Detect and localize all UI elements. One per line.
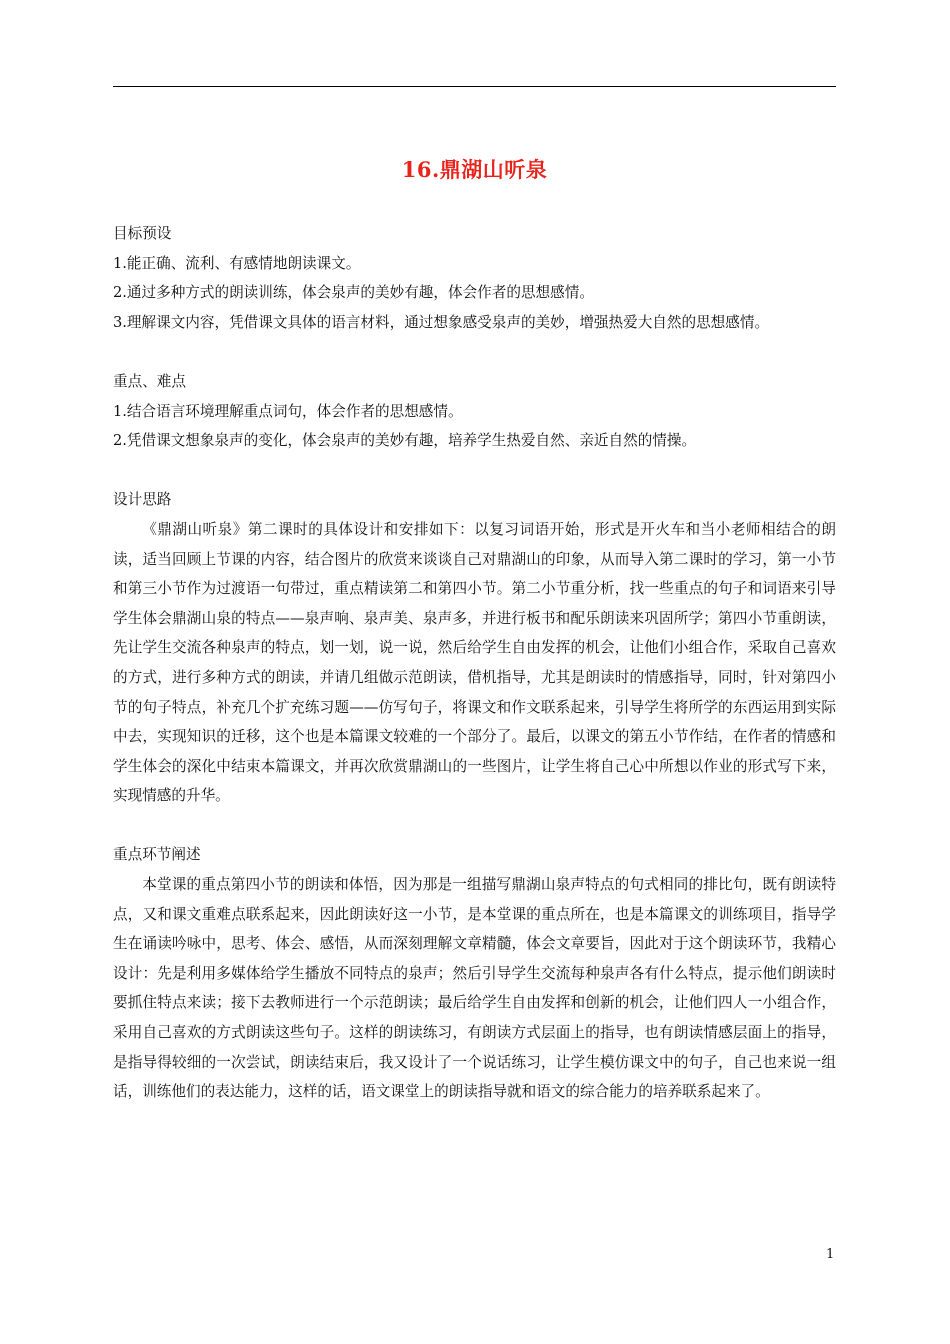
goals-heading: 目标预设	[113, 225, 172, 242]
goals-section	[113, 219, 836, 337]
key-points-heading: 重点、难点	[113, 372, 186, 390]
page-number: 1	[826, 1247, 835, 1262]
key-section-section	[113, 840, 836, 1106]
design-heading: 设计思路	[113, 491, 172, 509]
design-paragraph: 《鼎湖山听泉》第二课时的具体设计和安排如下：以复习词语开始，形式是开火车和当小老师相结合的朗读，适当回顾上节课的内容，结合图片的欣赏来谈谈自己对鼎湖山的印象，从而导入第二课时的学习，第一小节和第三小节作为过渡语一句带过，重点精读第二和第四小节。第二小节重分析，找一些重点的句子和词语来引导学生体会鼎湖山泉的特点——泉声响、泉声美、泉声多，并进行板书和配乐朗读来巩固所学；第四小节重朗读，先让学生交流各种泉声的特点，划一划，说一说，然后给学生自由发挥的机会，让他们小组合作，采取自己喜欢的方式，进行多种方式的朗读，并请几组做示范朗读，借机指导，尤其是朗读时的情感指导，同时，针对第四小节的句子特点，补充几个扩充练习题——仿写句子，将课文和作文联系起来，引导学生将所学的东西运用到实际中去，实现知识的迁移，这个也是本篇课文较难的一个部分了。最后，以课文的第五小节作结，在作者的情感和学生体会的深化中结束本篇课文，并再次欣赏鼎湖山的一些图片，让学生将自己心中所想以作业的形式写下来，实现情感的升华。	[113, 520, 836, 805]
design-section	[113, 485, 836, 811]
key-points-section	[113, 367, 836, 456]
header-rule	[113, 86, 836, 87]
key-point-item: 1.结合语言环境理解重点词句，体会作者的思想感情。	[113, 402, 463, 420]
document-title: 16.鼎湖山听泉	[401, 157, 548, 182]
key-section-paragraph: 本堂课的重点第四小节的朗读和体悟，因为那是一组描写鼎湖山泉声特点的句式相同的排比句，既有朗读特点，又和课文重难点联系起来，因此朗读好这一小节，是本堂课的重点所在，也是本篇课文的训练项目，指导学生在诵读吟咏中，思考、体会、感悟，从而深刻理解文章精髓，体会文章要旨，因此对于这个朗读环节，我精心设计：先是利用多媒体给学生播放不同特点的泉声；然后引导学生交流每种泉声各有什么特点，提示他们朗读时要抓住特点来读；接下去教师进行一个示范朗读；最后给学生自由发挥和创新的机会，让他们四人一小组合作，采用自己喜欢的方式朗读这些句子。这样的朗读练习，有朗读方式层面上的指导，也有朗读情感层面上的指导，是指导得较细的一次尝试，朗读结束后，我又设计了一个说话练习，让学生模仿课文中的句子，自己也来说一组话，训练他们的表达能力，这样的话，语文课堂上的朗读指导就和语文的综合能力的培养联系起来了。	[113, 876, 836, 1101]
goal-item: 3.理解课文内容，凭借课文具体的语言材料，通过想象感受泉声的美妙，增强热爱大自然的思想感情。	[113, 313, 770, 331]
document-body	[113, 219, 836, 1136]
key-point-item: 2.凭借课文想象泉声的变化，体会泉声的美妙有趣，培养学生热爱自然、亲近自然的情操。	[113, 432, 697, 450]
key-section-heading: 重点环节阐述	[113, 846, 201, 864]
goal-item: 2.通过多种方式的朗读训练，体会泉声的美妙有趣，体会作者的思想感情。	[113, 284, 594, 302]
goal-item: 1.能正确、流利、有感情地朗读课文。	[113, 254, 361, 272]
